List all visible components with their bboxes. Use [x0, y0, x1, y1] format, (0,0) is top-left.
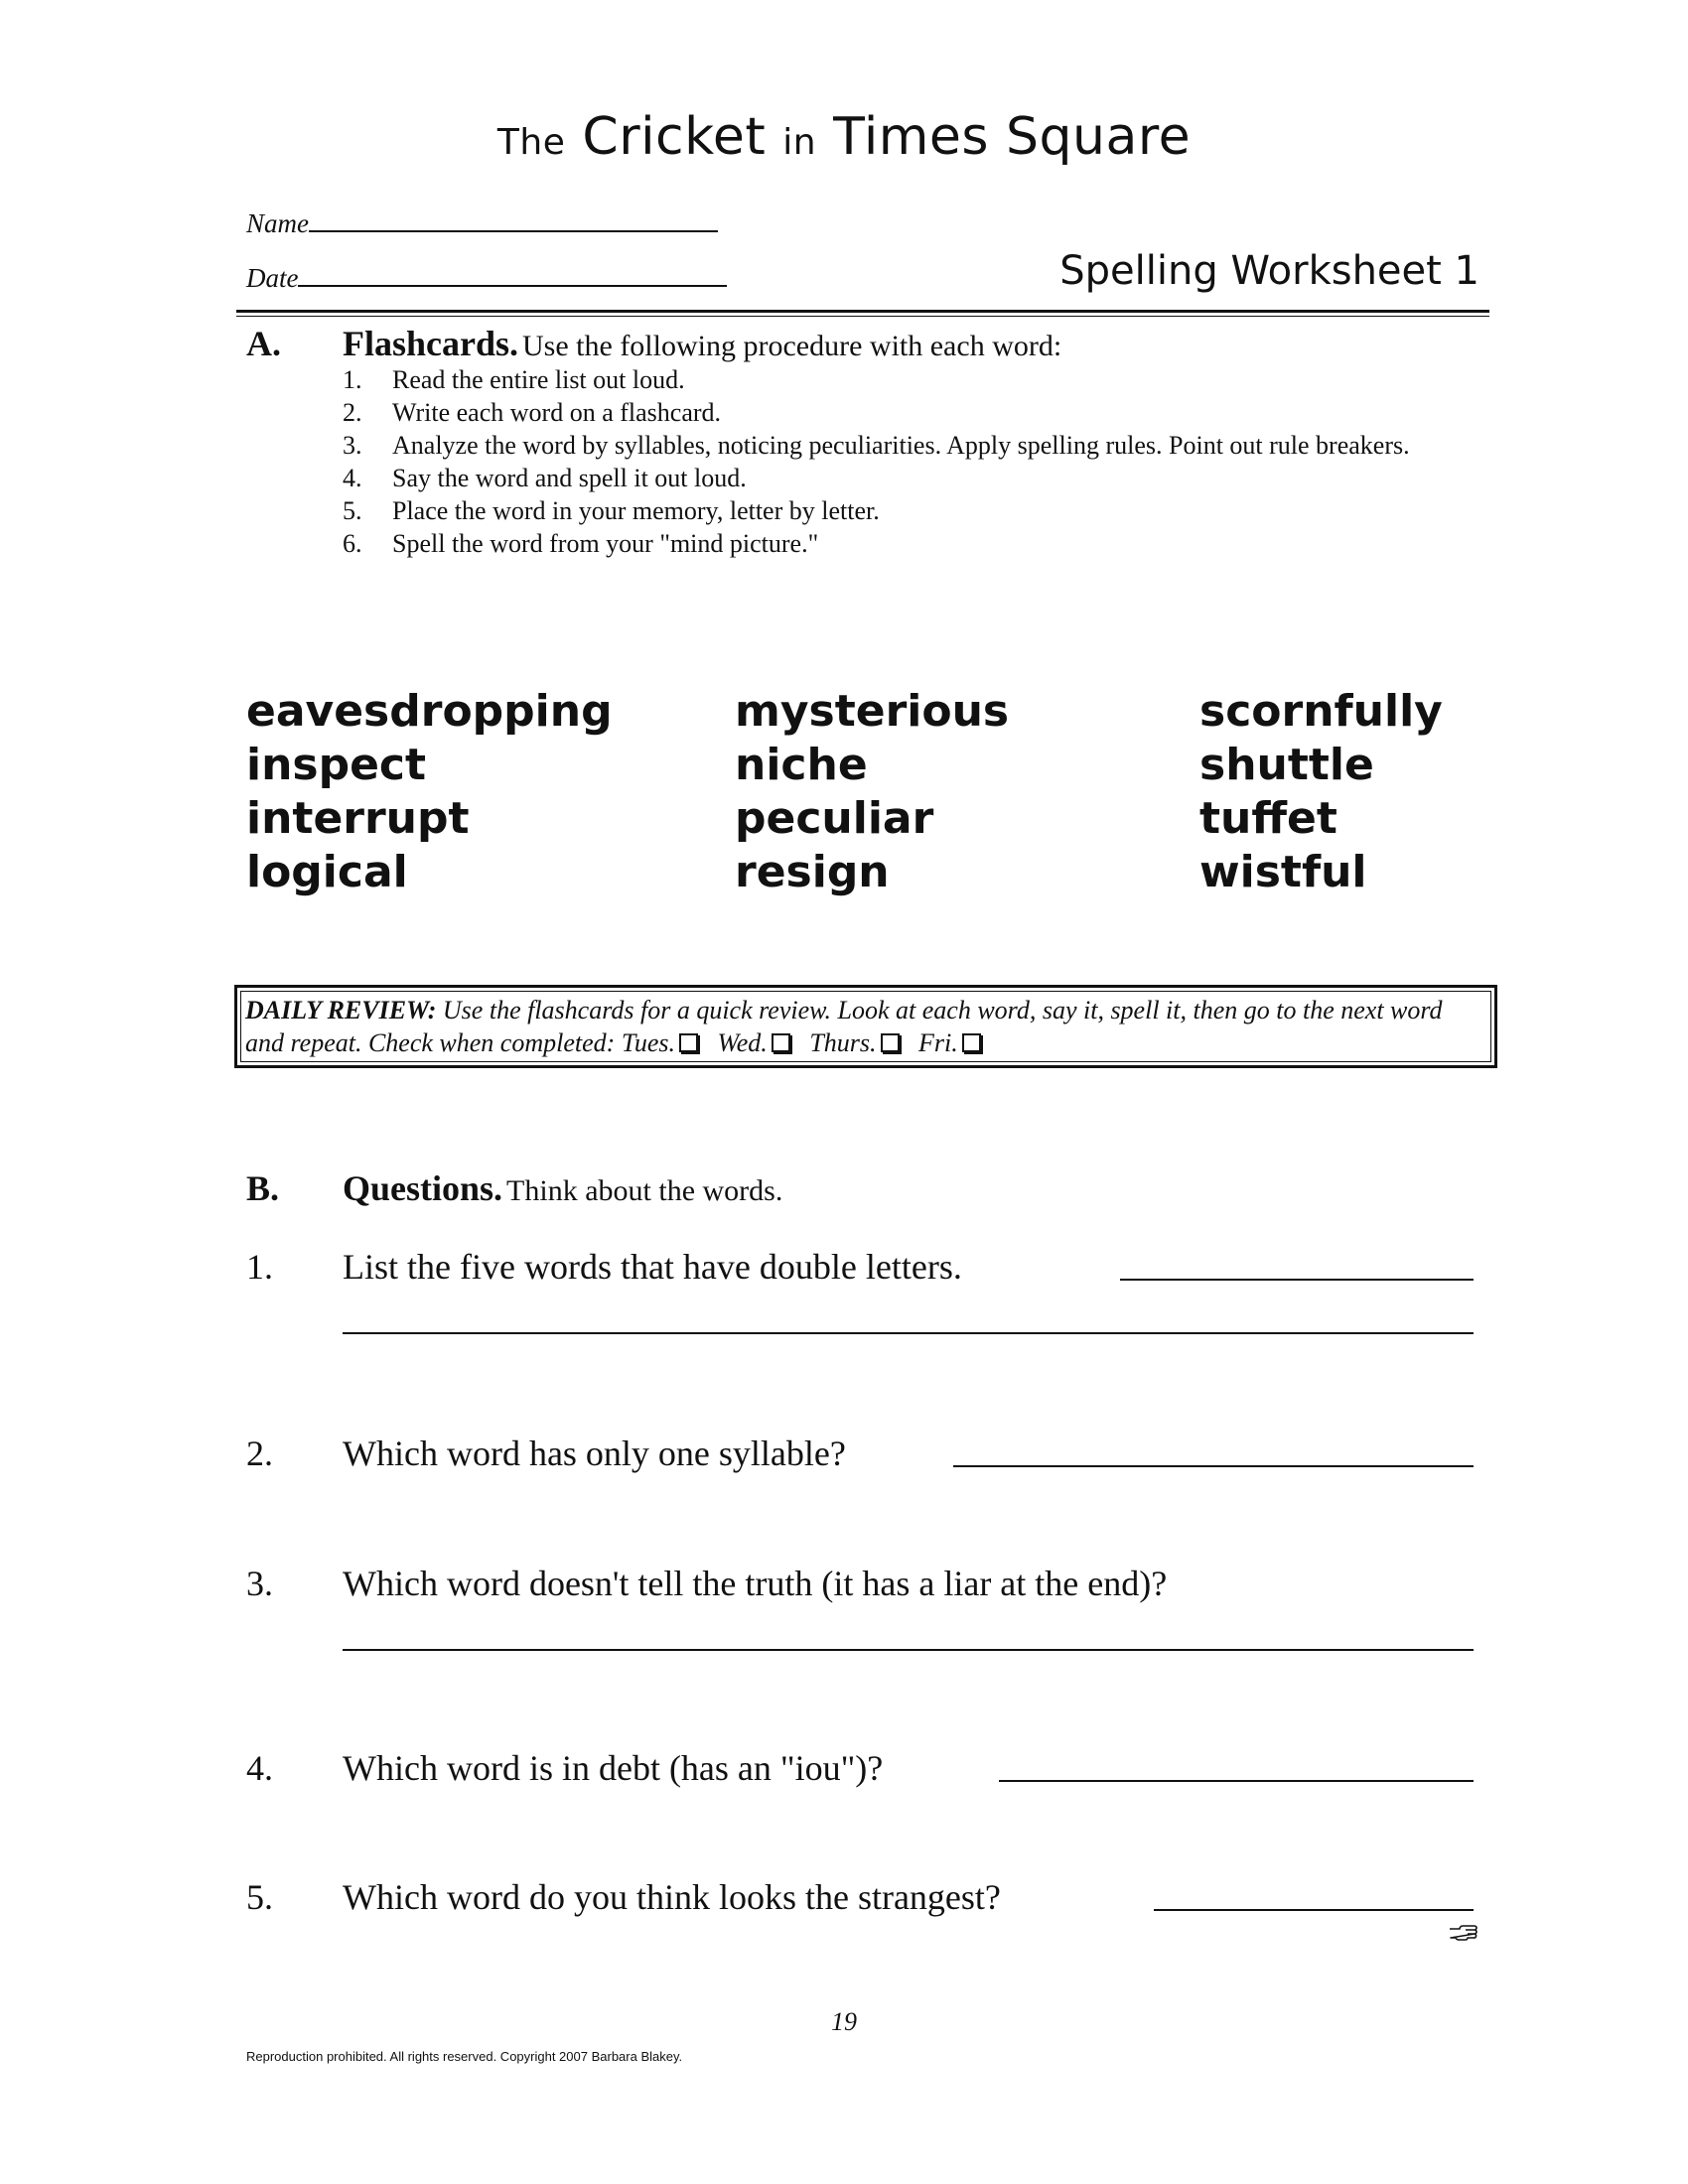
- section-b-intro: Think about the words.: [506, 1174, 783, 1207]
- answer-line[interactable]: [343, 1649, 1474, 1651]
- checkbox-fri[interactable]: [962, 1033, 981, 1052]
- spelling-word: niche: [735, 740, 868, 790]
- answer-line[interactable]: [953, 1465, 1474, 1467]
- name-blank-line[interactable]: [309, 230, 718, 232]
- daily-review-instructions: Use the flashcards for a quick review. Look at each word, say it, spell it, then go to the next word and repeat. Check when completed:: [245, 996, 1443, 1057]
- spelling-word: wistful: [1199, 847, 1367, 897]
- question-text: Which word doesn't tell the truth (it has a liar at the end)?: [343, 1564, 1168, 1603]
- word-column-1: [246, 685, 613, 899]
- section-a-intro: Use the following procedure with each word:: [522, 330, 1062, 362]
- checkbox-thurs[interactable]: [881, 1033, 900, 1052]
- step-text: Place the word in your memory, letter by letter.: [392, 496, 880, 525]
- procedure-steps: [343, 363, 1484, 560]
- section-b-header: [343, 1167, 782, 1209]
- copyright-footer: Reproduction prohibited. All rights reserved. Copyright 2007 Barbara Blakey.: [246, 2049, 683, 2064]
- question-number: 1.: [246, 1247, 273, 1287]
- spelling-word: mysterious: [735, 686, 1010, 737]
- spelling-word: scornfully: [1199, 686, 1443, 737]
- step-text: Read the entire list out loud.: [392, 365, 685, 394]
- name-field: [246, 208, 718, 239]
- step-number: 5.: [343, 496, 362, 525]
- step-number: 6.: [343, 529, 362, 558]
- list-item: [343, 494, 1484, 527]
- spelling-word: resign: [735, 847, 890, 897]
- question-number: 2.: [246, 1433, 273, 1473]
- pointing-hand-icon: [1448, 1918, 1477, 1948]
- section-a-letter: A.: [246, 324, 281, 363]
- section-b-heading: Questions.: [343, 1168, 503, 1208]
- day-label-thurs: Thurs.: [809, 1028, 877, 1057]
- daily-review-box: [234, 985, 1497, 1068]
- name-label: Name: [246, 208, 309, 238]
- list-item: [343, 462, 1484, 494]
- section-b-letter: B.: [246, 1168, 280, 1208]
- date-label: Date: [246, 263, 299, 293]
- question-number: 5.: [246, 1877, 273, 1917]
- word-column-2: [735, 685, 1009, 899]
- question-text: Which word is in debt (has an "iou")?: [343, 1748, 884, 1788]
- step-number: 4.: [343, 464, 362, 492]
- checkbox-tues[interactable]: [679, 1033, 698, 1052]
- step-number: 3.: [343, 431, 362, 460]
- header-divider-thin: [236, 316, 1489, 317]
- step-text: Analyze the word by syllables, noticing peculiarities. Apply spelling rules. Point out rule breakers.: [392, 431, 1410, 460]
- spelling-word: shuttle: [1199, 740, 1374, 790]
- title-times-square: Times Square: [833, 107, 1192, 167]
- checkbox-wed[interactable]: [772, 1033, 790, 1052]
- answer-line[interactable]: [1154, 1909, 1474, 1911]
- spelling-word: eavesdropping: [246, 686, 613, 737]
- step-text: Say the word and spell it out loud.: [392, 464, 747, 492]
- section-a-heading: Flashcards.: [343, 324, 519, 363]
- spelling-word: inspect: [246, 740, 427, 790]
- header-divider-thick: [236, 310, 1489, 313]
- section-a-header: [343, 323, 1061, 364]
- title-cricket: Cricket: [582, 107, 767, 167]
- list-item: [343, 363, 1484, 396]
- spelling-word: tuffet: [1199, 793, 1337, 844]
- date-field: [246, 263, 727, 294]
- answer-line[interactable]: [999, 1780, 1474, 1782]
- page-number: 19: [831, 2007, 857, 2036]
- day-label-fri: Fri.: [918, 1028, 958, 1057]
- word-column-3: [1199, 685, 1443, 899]
- question-text: List the five words that have double letters.: [343, 1247, 962, 1287]
- date-blank-line[interactable]: [298, 285, 727, 287]
- step-number: 2.: [343, 398, 362, 427]
- step-text: Write each word on a flashcard.: [392, 398, 722, 427]
- list-item: [343, 527, 1484, 560]
- day-label-tues: Tues.: [621, 1028, 675, 1057]
- answer-line[interactable]: [1120, 1279, 1474, 1281]
- step-text: Spell the word from your "mind picture.": [392, 529, 819, 558]
- list-item: [343, 396, 1484, 429]
- day-label-wed: Wed.: [717, 1028, 768, 1057]
- spelling-word: interrupt: [246, 793, 470, 844]
- daily-review-label: DAILY REVIEW:: [245, 996, 437, 1024]
- spelling-word: peculiar: [735, 793, 934, 844]
- worksheet-title: Spelling Worksheet 1: [1059, 248, 1479, 294]
- question-text: Which word do you think looks the strangest?: [343, 1877, 1001, 1917]
- title-in: in: [782, 122, 817, 163]
- list-item: [343, 429, 1484, 462]
- step-number: 1.: [343, 365, 362, 394]
- answer-line[interactable]: [343, 1332, 1474, 1334]
- question-text: Which word has only one syllable?: [343, 1433, 846, 1473]
- daily-review-text: [245, 994, 1486, 1059]
- question-number: 4.: [246, 1748, 273, 1788]
- question-number: 3.: [246, 1564, 273, 1603]
- worksheet-book-title: [0, 107, 1688, 167]
- title-the: The: [496, 122, 566, 163]
- spelling-word: logical: [246, 847, 408, 897]
